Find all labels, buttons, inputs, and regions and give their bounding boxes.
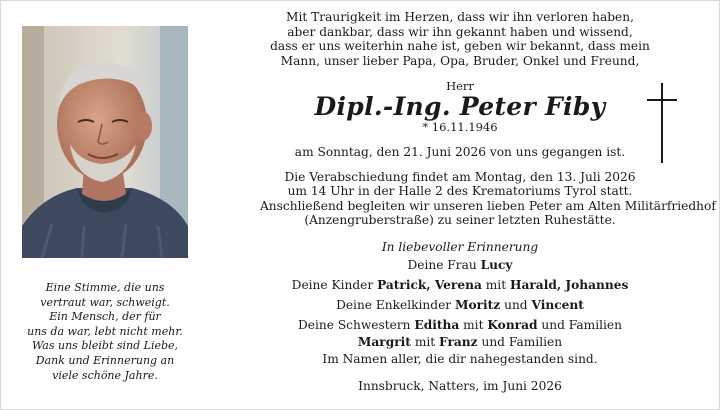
birth-date: * 16.11.1946 <box>422 119 498 134</box>
children-mit: mit <box>485 277 507 292</box>
wife-prefix: Deine Frau <box>407 257 477 272</box>
farewell-line: (Anzengruberstraße) zu seiner letzten Ruhestätte. <box>304 213 616 228</box>
poem <box>22 281 188 383</box>
obituary-text <box>260 10 716 396</box>
poem-line: Was uns bleibt sind Liebe, <box>31 339 179 353</box>
siblings-prefix: Deine Schwestern <box>298 317 411 332</box>
portrait-photo <box>22 26 188 258</box>
grandchildren-prefix: Deine Enkelkinder <box>336 297 452 312</box>
place-date: Innsbruck, Natters, im Juni 2026 <box>358 378 562 393</box>
siblings-line <box>260 315 660 335</box>
farewell-line: Die Verabschiedung findet am Montag, den 13. Juli 2026 <box>284 169 636 184</box>
siblings-name-2: Konrad <box>487 317 538 332</box>
siblings-name-4: Franz <box>439 334 478 349</box>
poem-line: Eine Stimme, die uns <box>45 281 165 294</box>
poem-line: Dank und Erinnerung an <box>35 353 175 367</box>
poem-line: vertraut war, schweigt. <box>40 295 170 309</box>
siblings-mit-2: mit <box>414 334 436 349</box>
farewell-line: Anschließend begleiten wir unseren lieben Peter am Alten Militärfriedhof <box>260 198 716 213</box>
siblings-line-2 <box>260 335 660 349</box>
children-line <box>260 275 660 295</box>
siblings-mit: mit <box>463 317 484 332</box>
closing-line: Im Namen aller, die dir nahegestanden sind. <box>322 351 598 366</box>
farewell-line: um 14 Uhr in der Halle 2 des Krematoriums Tyrol statt. <box>287 184 633 199</box>
memory-heading: In liebevoller Erinnerung <box>381 239 539 254</box>
siblings-suffix: und Familien <box>541 317 622 332</box>
deceased-name: Dipl.-Ing. Peter Fiby <box>314 91 606 121</box>
wife-line <box>260 255 660 275</box>
death-line: am Sonntag, den 21. Juni 2026 von uns gegangen ist. <box>294 144 626 159</box>
poem-line: viele schöne Jahre. <box>52 368 158 382</box>
intro-line: aber dankbar, dass wir ihn gekannt haben und wissend, <box>287 24 633 39</box>
grandchildren-und: und <box>504 297 528 312</box>
intro-line: Mit Traurigkeit im Herzen, dass wir ihn verloren haben, <box>286 10 634 24</box>
wife-name: Lucy <box>480 257 513 272</box>
siblings-name-3: Margrit <box>357 334 411 349</box>
grandchildren-name-2: Vincent <box>531 297 584 312</box>
grandchildren-name-1: Moritz <box>455 297 501 312</box>
intro-line: dass er uns weiterhin nahe ist, geben wir bekannt, dass mein <box>270 39 650 54</box>
children-prefix: Deine Kinder <box>291 277 374 292</box>
salutation: Herr <box>446 79 474 94</box>
siblings-name-1: Editha <box>414 317 460 332</box>
children-names-2: Harald, Johannes <box>509 277 629 292</box>
poem-line: uns da war, lebt nicht mehr. <box>27 324 183 338</box>
intro-line: Mann, unser lieber Papa, Opa, Bruder, Onkel und Freund, <box>280 53 640 68</box>
grandchildren-line <box>260 295 660 315</box>
poem-line: Ein Mensch, der für <box>49 310 161 324</box>
siblings-suffix-2: und Familien <box>481 334 563 349</box>
children-names-1: Patrick, Verena <box>377 277 482 292</box>
